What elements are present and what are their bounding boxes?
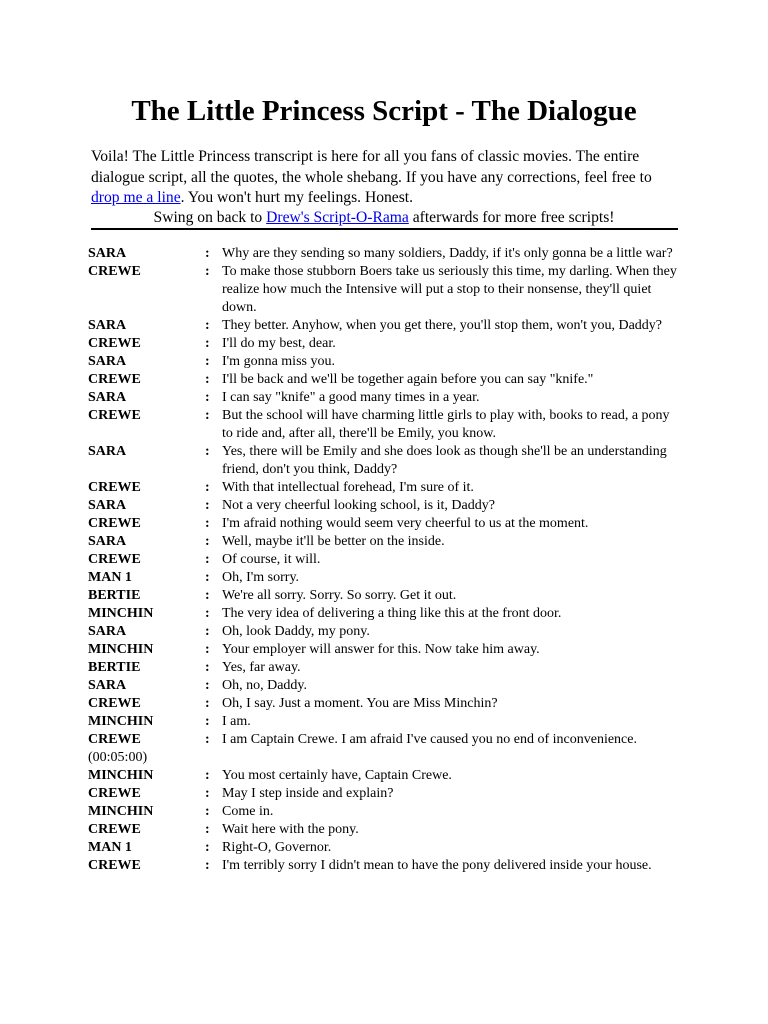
speaker-name: SARA — [88, 390, 127, 405]
separator: : — [205, 768, 210, 783]
separator: : — [205, 570, 210, 585]
intro-paragraph — [91, 147, 681, 209]
separator: : — [205, 660, 210, 675]
dialogue-line: Yes, far away. — [222, 660, 301, 675]
dialogue-row — [88, 371, 683, 389]
dialogue-row — [88, 407, 683, 443]
speaker-name: CREWE — [88, 480, 141, 495]
dialogue-row — [88, 353, 683, 371]
dialogue-row — [88, 263, 683, 317]
dialogue-line: Yes, there will be Emily and she does look as though she'll be an understanding friend, don't you think, Daddy? — [222, 444, 667, 477]
dialogue-row — [88, 677, 683, 695]
speaker-name: CREWE — [88, 516, 141, 531]
dialogue-row — [88, 857, 683, 875]
dialogue-row — [88, 551, 683, 569]
dialogue-line: Of course, it will. — [222, 552, 321, 567]
timestamp: (00:05:00) — [88, 750, 148, 765]
dialogue-row — [88, 767, 683, 785]
dialogue-line: Well, maybe it'll be better on the inside. — [222, 534, 445, 549]
speaker-name: SARA — [88, 318, 127, 333]
dialogue-line: I am Captain Crewe. I am afraid I've caused you no end of inconvenience. — [222, 732, 637, 747]
dialogue-script — [88, 245, 683, 875]
dialogue-line: They better. Anyhow, when you get there, you'll stop them, won't you, Daddy? — [222, 318, 663, 333]
intro-text: Voila! The Little Princess transcript is here for all you fans of classic movies. The entire dialogue script, all the quotes, the whole shebang. If you have any corrections, feel free to — [91, 148, 652, 186]
dialogue-row — [88, 803, 683, 821]
dialogue-row — [88, 335, 683, 353]
dialogue-row — [88, 821, 683, 839]
separator: : — [205, 552, 210, 567]
separator: : — [205, 840, 210, 855]
dialogue-row — [88, 839, 683, 857]
speaker-name: MINCHIN — [88, 768, 154, 783]
dialogue-row — [88, 587, 683, 605]
dialogue-line: I'm afraid nothing would seem very cheerful to us at the moment. — [222, 516, 589, 531]
speaker-name: CREWE — [88, 264, 141, 279]
speaker-name: BERTIE — [88, 588, 141, 603]
speaker-name: CREWE — [88, 696, 141, 711]
speaker-name: CREWE — [88, 552, 141, 567]
separator: : — [205, 264, 210, 279]
page-title: The Little Princess Script - The Dialogue — [131, 95, 637, 127]
dialogue-line: Oh, I'm sorry. — [222, 570, 300, 585]
separator: : — [205, 498, 210, 513]
dialogue-line: May I step inside and explain? — [222, 786, 394, 801]
speaker-name: SARA — [88, 678, 127, 693]
contact-link[interactable]: drop me a line — [91, 189, 181, 206]
separator: : — [205, 408, 210, 423]
dialogue-row — [88, 695, 683, 713]
separator: : — [205, 714, 210, 729]
dialogue-line: Why are they sending so many soldiers, Daddy, if it's only gonna be a little war? — [222, 246, 673, 261]
dialogue-row — [88, 713, 683, 731]
dialogue-line: Oh, look Daddy, my pony. — [222, 624, 370, 639]
speaker-name: MAN 1 — [88, 840, 132, 855]
separator: : — [205, 246, 210, 261]
dialogue-line: The very idea of delivering a thing like this at the front door. — [222, 606, 562, 621]
dialogue-row — [88, 389, 683, 407]
speaker-name: MAN 1 — [88, 570, 132, 585]
dialogue-row — [88, 569, 683, 587]
speaker-name: MINCHIN — [88, 714, 154, 729]
speaker-name: CREWE — [88, 786, 141, 801]
separator: : — [205, 858, 210, 873]
swing-text: Swing on back to — [153, 209, 267, 226]
divider — [91, 228, 678, 230]
separator: : — [205, 336, 210, 351]
dialogue-row — [88, 623, 683, 641]
separator: : — [205, 444, 210, 459]
speaker-name: CREWE — [88, 408, 141, 423]
dialogue-row — [88, 443, 683, 479]
speaker-name: CREWE — [88, 372, 141, 387]
dialogue-row — [88, 497, 683, 515]
separator: : — [205, 534, 210, 549]
separator: : — [205, 786, 210, 801]
separator: : — [205, 696, 210, 711]
dialogue-line: Your employer will answer for this. Now take him away. — [222, 642, 540, 657]
swing-text-end: afterwards for more free scripts! — [408, 209, 615, 226]
dialogue-row — [88, 641, 683, 659]
dialogue-line: I'm gonna miss you. — [222, 354, 335, 369]
dialogue-row — [88, 533, 683, 551]
separator: : — [205, 606, 210, 621]
separator: : — [205, 480, 210, 495]
speaker-name: MINCHIN — [88, 606, 154, 621]
separator: : — [205, 516, 210, 531]
speaker-name: SARA — [88, 498, 127, 513]
speaker-name: CREWE — [88, 858, 141, 873]
dialogue-line: Right-O, Governor. — [222, 840, 332, 855]
separator: : — [205, 804, 210, 819]
dialogue-line: To make those stubborn Boers take us seriously this time, my darling. When they realize how much the Intensive will put a stop to their nonsense, they'll quiet down. — [222, 264, 677, 315]
speaker-name: CREWE — [88, 732, 141, 747]
dialogue-line: You most certainly have, Captain Crewe. — [222, 768, 452, 783]
separator: : — [205, 678, 210, 693]
speaker-name: CREWE — [88, 336, 141, 351]
separator: : — [205, 642, 210, 657]
dialogue-line: With that intellectual forehead, I'm sure of it. — [222, 480, 474, 495]
dialogue-line: Wait here with the pony. — [222, 822, 359, 837]
dialogue-row — [88, 479, 683, 497]
separator: : — [205, 372, 210, 387]
separator: : — [205, 624, 210, 639]
separator: : — [205, 318, 210, 333]
dialogue-line: I'll be back and we'll be together again before you can say "knife." — [222, 372, 594, 387]
speaker-name: CREWE — [88, 822, 141, 837]
dialogue-line: Oh, I say. Just a moment. You are Miss Minchin? — [222, 696, 498, 711]
speaker-name: SARA — [88, 624, 127, 639]
dialogue-row — [88, 785, 683, 803]
dialogue-line: But the school will have charming little girls to play with, books to read, a pony to ride and, after all, there'll be Emily, you know. — [222, 408, 670, 441]
dialogue-line: I'll do my best, dear. — [222, 336, 336, 351]
intro-text-end: . You won't hurt my feelings. Honest. — [180, 189, 414, 206]
script-o-rama-link[interactable]: Drew's Script-O-Rama — [266, 209, 409, 226]
dialogue-line: We're all sorry. Sorry. So sorry. Get it out. — [222, 588, 457, 603]
timestamp-row — [88, 749, 683, 767]
dialogue-row — [88, 245, 683, 263]
speaker-name: SARA — [88, 246, 127, 261]
speaker-name: SARA — [88, 534, 127, 549]
separator: : — [205, 732, 210, 747]
separator: : — [205, 822, 210, 837]
dialogue-row — [88, 605, 683, 623]
dialogue-row — [88, 317, 683, 335]
separator: : — [205, 588, 210, 603]
dialogue-row — [88, 515, 683, 533]
speaker-name: MINCHIN — [88, 642, 154, 657]
separator: : — [205, 390, 210, 405]
speaker-name: BERTIE — [88, 660, 141, 675]
dialogue-line: I can say "knife" a good many times in a year. — [222, 390, 480, 405]
dialogue-line: I'm terribly sorry I didn't mean to have the pony delivered inside your house. — [222, 858, 652, 873]
dialogue-line: Oh, no, Daddy. — [222, 678, 308, 693]
speaker-name: SARA — [88, 444, 127, 459]
dialogue-row — [88, 659, 683, 677]
dialogue-row — [88, 731, 683, 749]
dialogue-line: Not a very cheerful looking school, is it, Daddy? — [222, 498, 495, 513]
dialogue-line: I am. — [222, 714, 251, 729]
speaker-name: SARA — [88, 354, 127, 369]
separator: : — [205, 354, 210, 369]
dialogue-line: Come in. — [222, 804, 274, 819]
speaker-name: MINCHIN — [88, 804, 154, 819]
swing-back-line — [91, 208, 677, 228]
